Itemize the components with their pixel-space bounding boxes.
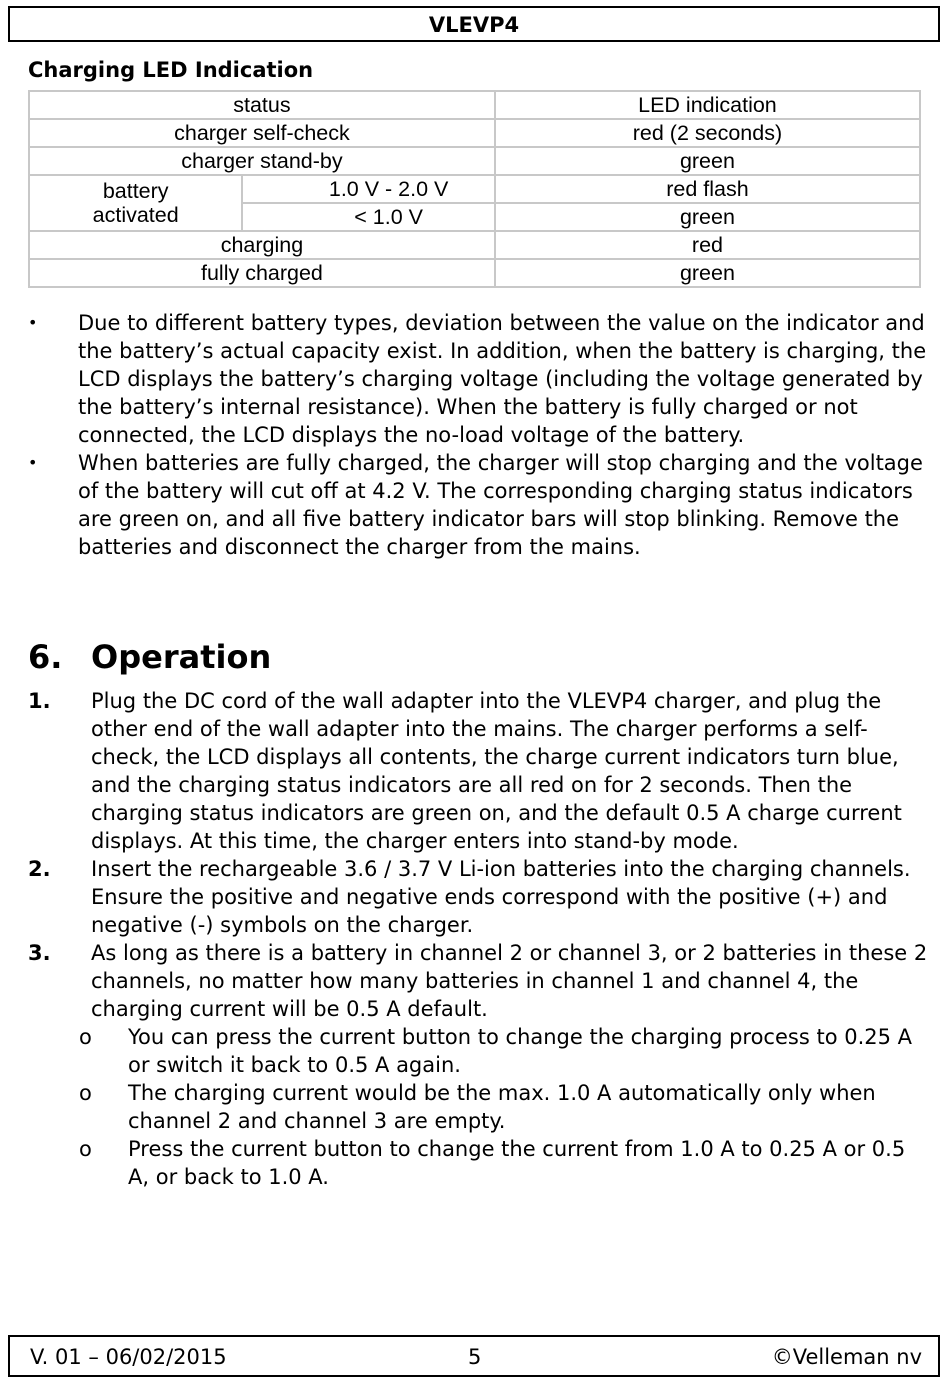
voltage-range-cell: 1.0 V - 2.0 V <box>242 175 495 203</box>
list-item <box>28 1023 928 1079</box>
status-cell: charger stand-by <box>29 147 495 175</box>
led-cell: red flash <box>495 175 920 203</box>
step-text: Insert the rechargeable 3.6 / 3.7 V Li-ion batteries into the charging channels. Ensure the positive and negative ends correspond with the positive (+) and negative (-) symbols on the charger. <box>91 857 911 937</box>
led-cell: red <box>495 231 920 259</box>
table-row <box>29 175 920 203</box>
table-row <box>29 259 920 287</box>
status-label-line: battery <box>102 179 169 203</box>
sub-item-text: The charging current would be the max. 1.0 A automatically only when channel 2 and channel 3 are empty. <box>128 1081 876 1133</box>
table-row <box>29 231 920 259</box>
heading-number: 6. <box>28 638 63 676</box>
document-title: VLEVP4 <box>428 13 520 37</box>
footer-version: V. 01 – 06/02/2015 <box>30 1345 227 1369</box>
table-header-led: LED indication <box>495 91 920 119</box>
page-header <box>8 6 940 42</box>
table-row <box>29 147 920 175</box>
step-text: Plug the DC cord of the wall adapter into the VLEVP4 charger, and plug the other end of the wall adapter into the mains. The charger performs a self-check, the LCD displays all contents, the charge current indicators turn blue, and the charging status indicators are all red on for 2 seconds. Then the charging status indicators are green on, and the default 0.5 A charge current displays. At this time, the charger enters into stand-by mode. <box>91 689 902 853</box>
footer-copyright: ©Velleman nv <box>771 1345 922 1369</box>
operation-steps <box>28 687 928 1191</box>
circle-bullet-icon: o <box>79 1081 92 1105</box>
operation-heading <box>28 638 271 676</box>
list-item <box>28 687 928 855</box>
status-label-line: activated <box>92 203 179 227</box>
list-item <box>28 855 928 939</box>
list-item <box>28 1079 928 1135</box>
led-cell: green <box>495 147 920 175</box>
circle-bullet-icon: o <box>79 1025 92 1049</box>
heading-text: Operation <box>91 638 272 676</box>
sub-item-text: You can press the current button to change the charging process to 0.25 A or switch it back to 0.5 A again. <box>128 1025 913 1077</box>
step-number: 2. <box>28 857 51 881</box>
status-cell: charging <box>29 231 495 259</box>
circle-bullet-icon: o <box>79 1137 92 1161</box>
sub-item-text: Press the current button to change the current from 1.0 A to 0.25 A or 0.5 A, or back to 1.0 A. <box>128 1137 906 1189</box>
list-item <box>28 1135 928 1191</box>
bullet-text: Due to different battery types, deviation between the value on the indicator and the battery’s actual capacity exist. In addition, when the battery is charging, the LCD displays the battery’s charging voltage (including the voltage generated by the battery’s internal resistance). When the battery is fully charged or not connected, the LCD displays the no-load voltage of the battery. <box>78 311 927 447</box>
step-number: 3. <box>28 941 51 965</box>
status-cell: fully charged <box>29 259 495 287</box>
section-title: Charging LED Indication <box>28 58 314 82</box>
led-cell: green <box>495 203 920 231</box>
table-row <box>29 119 920 147</box>
list-item <box>28 939 928 1023</box>
bullet-text: When batteries are fully charged, the charger will stop charging and the voltage of the battery will cut off at 4.2 V. The corresponding charging status indicators are green on, and all five battery indicator bars will stop blinking. Remove the batteries and disconnect the charger from the mains. <box>78 451 923 559</box>
step-number: 1. <box>28 689 51 713</box>
table-row <box>29 91 920 119</box>
bullet-list <box>28 309 928 561</box>
led-cell: green <box>495 259 920 287</box>
status-cell: charger self-check <box>29 119 495 147</box>
list-item <box>28 309 928 449</box>
bullet-icon: • <box>28 453 38 472</box>
list-item <box>28 449 928 561</box>
led-cell: red (2 seconds) <box>495 119 920 147</box>
voltage-range-cell: < 1.0 V <box>242 203 495 231</box>
bullet-icon: • <box>28 313 38 332</box>
battery-activated-cell <box>29 175 242 231</box>
table-header-status: status <box>29 91 495 119</box>
page-footer <box>8 1335 940 1377</box>
led-indication-table <box>28 90 921 288</box>
footer-page-number: 5 <box>468 1345 482 1369</box>
step-text: As long as there is a battery in channel 2 or channel 3, or 2 batteries in these 2 channels, no matter how many batteries in channel 1 and channel 4, the charging current will be 0.5 A default. <box>91 941 928 1021</box>
